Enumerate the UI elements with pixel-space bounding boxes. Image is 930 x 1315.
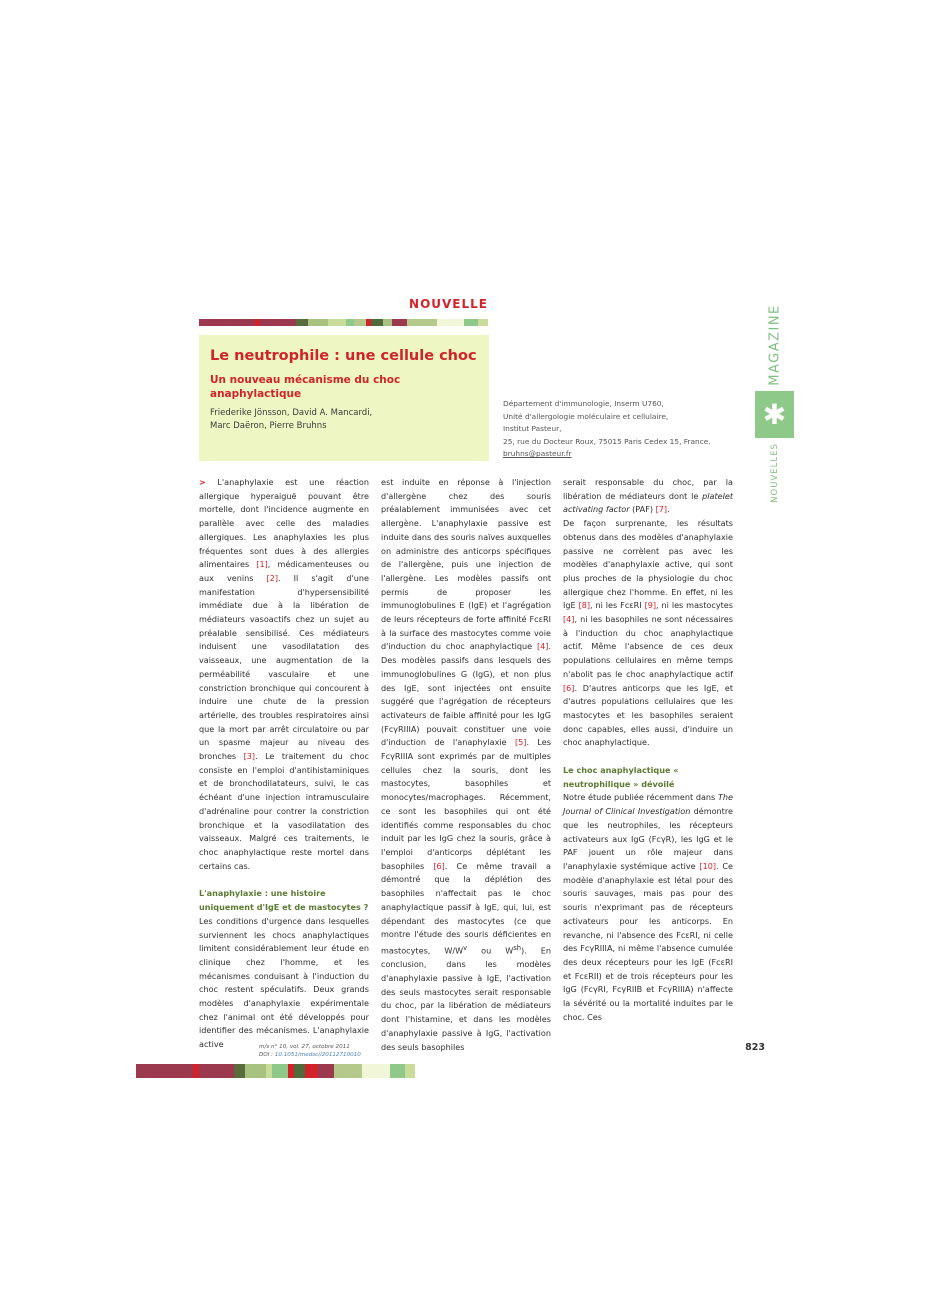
footer-journal-info: [259, 1043, 459, 1059]
nouvelles-text: NOUVELLES: [770, 442, 780, 503]
page-number: 823: [745, 1042, 765, 1053]
doi-link[interactable]: 10.1051/medsci/20112710010: [274, 1052, 361, 1058]
star-box: [755, 391, 794, 438]
paragraph: De façon surprenante, les résultats obtenus dans des modèles d'anaphylaxie passive ne corrèlent pas avec les modèles d'anaphylaxie active, qui sont plus proches de la physiologie du choc allergique chez l'homme. En effet, ni les IgE [8], ni les FcεRI [9], ni les mastocytes [4], ni les basophiles ne sont nécessaires à l'induction du choc anaphylactique actif. Même l'absence de ces deux populations cellulaires en même temps n'abolit pas le choc anaphylactique actif [6]. D'autres anticorps que les IgE, et d'autres populations cellulaires que les mastocytes et les basophiles seraient donc capables, elles aussi, d'induire un choc anaphylactique.: [563, 518, 733, 748]
section-heading: Le choc anaphylactique « neutrophilique » dévoilé: [563, 765, 679, 789]
paragraph: > L'anaphylaxie est une réaction allergique hyperaiguë pouvant être mortelle, dont l'incidence augmente en parallèle avec celle des maladies allergiques. Les anaphylaxies les plus fréquentes sont dues à des allergies alimentaires [1], médicamenteuses ou aux venins [2]. Il s'agit d'une manifestation d'hypersensibilité immédiate due à la libération de médiateurs vasoactifs chez un sujet au préalable sensibilisé. Ces médiateurs induisent une vasodilatation des vaisseaux, une augmentation de la perméabilité vasculaire et une constriction bronchique qui concourent à induire une chute de la pression artérielle, des troubles respiratoires ainsi que la mort par arrêt circulatoire ou par un spasme majeur au niveau des bronches [3]. Le traitement du choc consiste en l'emploi d'antihistaminiques et de bronchodilatateurs, suivi, le cas échéant d'une injection intramusculaire d'adrénaline pour contrer la constriction bronchique et la vasodilatation des vaisseaux. Malgré ces traitements, le choc anaphylactique reste mortel dans certains cas.: [199, 477, 370, 871]
affiliation-line: Département d'immunologie, Inserm U760,: [503, 399, 664, 408]
authors: Friederike Jönsson, David A. Mancardi, Marc Daëron, Pierre Bruhns: [210, 408, 373, 431]
article-subtitle: Un nouveau mécanisme du choc anaphylactique: [210, 374, 401, 400]
text-column-1: [199, 476, 369, 1052]
text-column-3: [563, 476, 733, 1024]
section-tag: NOUVELLE: [409, 297, 488, 311]
sidebar-nouvelles-label: [763, 442, 787, 503]
affiliation-line: Institut Pasteur,: [503, 424, 562, 434]
journal-citation: m/s n° 10, vol. 27, octobre 2011: [259, 1044, 350, 1050]
top-color-stripe: [199, 319, 489, 326]
email-link[interactable]: bruhns@pasteur.fr: [503, 449, 572, 459]
asterisk-icon: ✱: [762, 397, 787, 431]
bottom-color-stripe: [136, 1064, 429, 1078]
section-heading: L'anaphylaxie : une histoire uniquement d'IgE et de mastocytes ?: [199, 888, 369, 913]
paragraph: serait responsable du choc, par la libération de médiateurs dont le platelet activating factor (PAF) [7].: [563, 477, 733, 515]
paragraph: Notre étude publiée récemment dans The Journal of Clinical Investigation démontre que les neutrophiles, les récepteurs activateurs aux IgG (FcγR), les IgG et le PAF jouent un rôle majeur dans l'anaphylaxie systémique active [10]. Ce modèle d'anaphylaxie est létal pour des souris sauvages, mais pas pour des souris n'exprimant pas de récepteurs activateurs pour les anticorps. En revanche, ni l'absence des FcεRI, ni celle des FcγRIIIA, ni même l'absence cumulée des deux récepteurs pour les IgE (FcεRI et FcεRII) et de trois récepteurs pour les IgG (FcγRI, FcγRIIB et FcγRIIIA) n'affecte la sévérité ou la mortalité induites par le choc. Ces: [563, 792, 733, 1022]
affiliation-line: 25, rue du Docteur Roux, 75015 Paris Cedex 15, France.: [503, 436, 711, 446]
article-title: Le neutrophile : une cellule choc: [210, 348, 477, 364]
sidebar-magazine-label: [760, 305, 790, 385]
paragraph: est induite en réponse à l'injection d'allergène chez des souris préalablement immunisées avec cet allergène. L'anaphylaxie passive est induite dans des souris naïves auxquelles on administre des anticorps spécifiques de l'allergène, puis une injection de l'allergène. Les modèles passifs ont permis de proposer les immunoglobulines E (IgE) et l'agrégation de leurs récepteurs de forte affinité FcεRI à la surface des mastocytes comme voie d'induction du choc anaphylactique [4]. Des modèles passifs dans lesquels des immunoglobulines G (IgG), et non plus des IgE, sont injectées ont ensuite suggéré que l'agrégation de récepteurs activateurs de faible affinité pour les IgG (FcγRIIIA) pouvait constituer une voie d'induction de l'anaphylaxie [5]. Les FcγRIIIA sont exprimés par de multiples cellules chez la souris, dont les mastocytes, basophiles et monocytes/macrophages. Récemment, ce sont les basophiles qui ont été identifiés comme responsables du choc induit par les IgG chez la souris, grâce à l'emploi d'anticorps déplétant les basophiles [6]. Ce même travail a démontré que la déplétion des basophiles n'affectait pas le choc anaphylactique passif à IgE, qui, lui, est dépendant des mastocytes (ce que montre l'étude des souris déficientes en mastocytes, $W/W^v$ ou $W^{sh}$). En conclusion, dans les modèles d'anaphylaxie passive à IgE, l'activation des seuls mastocytes serait responsable du choc, par la libération de médiateurs dont l'histamine, et dans les modèles d'anaphylaxie passive à IgG, l'activation des seuls basophiles: [381, 477, 551, 1052]
title-box: [199, 335, 489, 461]
text-column-2: [381, 476, 551, 1054]
affiliation-line: Unité d'allergologie moléculaire et cellulaire,: [503, 411, 669, 421]
paragraph: Les conditions d'urgence dans lesquelles surviennent les chocs anaphylactiques limitent considérablement leur étude en clinique chez l'homme, et les mécanismes conduisant à l'induction du choc restent spéculatifs. Deux grands modèles d'anaphylaxie expérimentale chez l'animal ont été développés pour identifier des mécanismes. L'anaphylaxie active: [199, 915, 369, 1050]
affiliation: [503, 398, 733, 461]
magazine-text: MAGAZINE: [767, 304, 783, 386]
doi-line: DOI : 10.1051/medsci/20112710010: [259, 1052, 361, 1058]
